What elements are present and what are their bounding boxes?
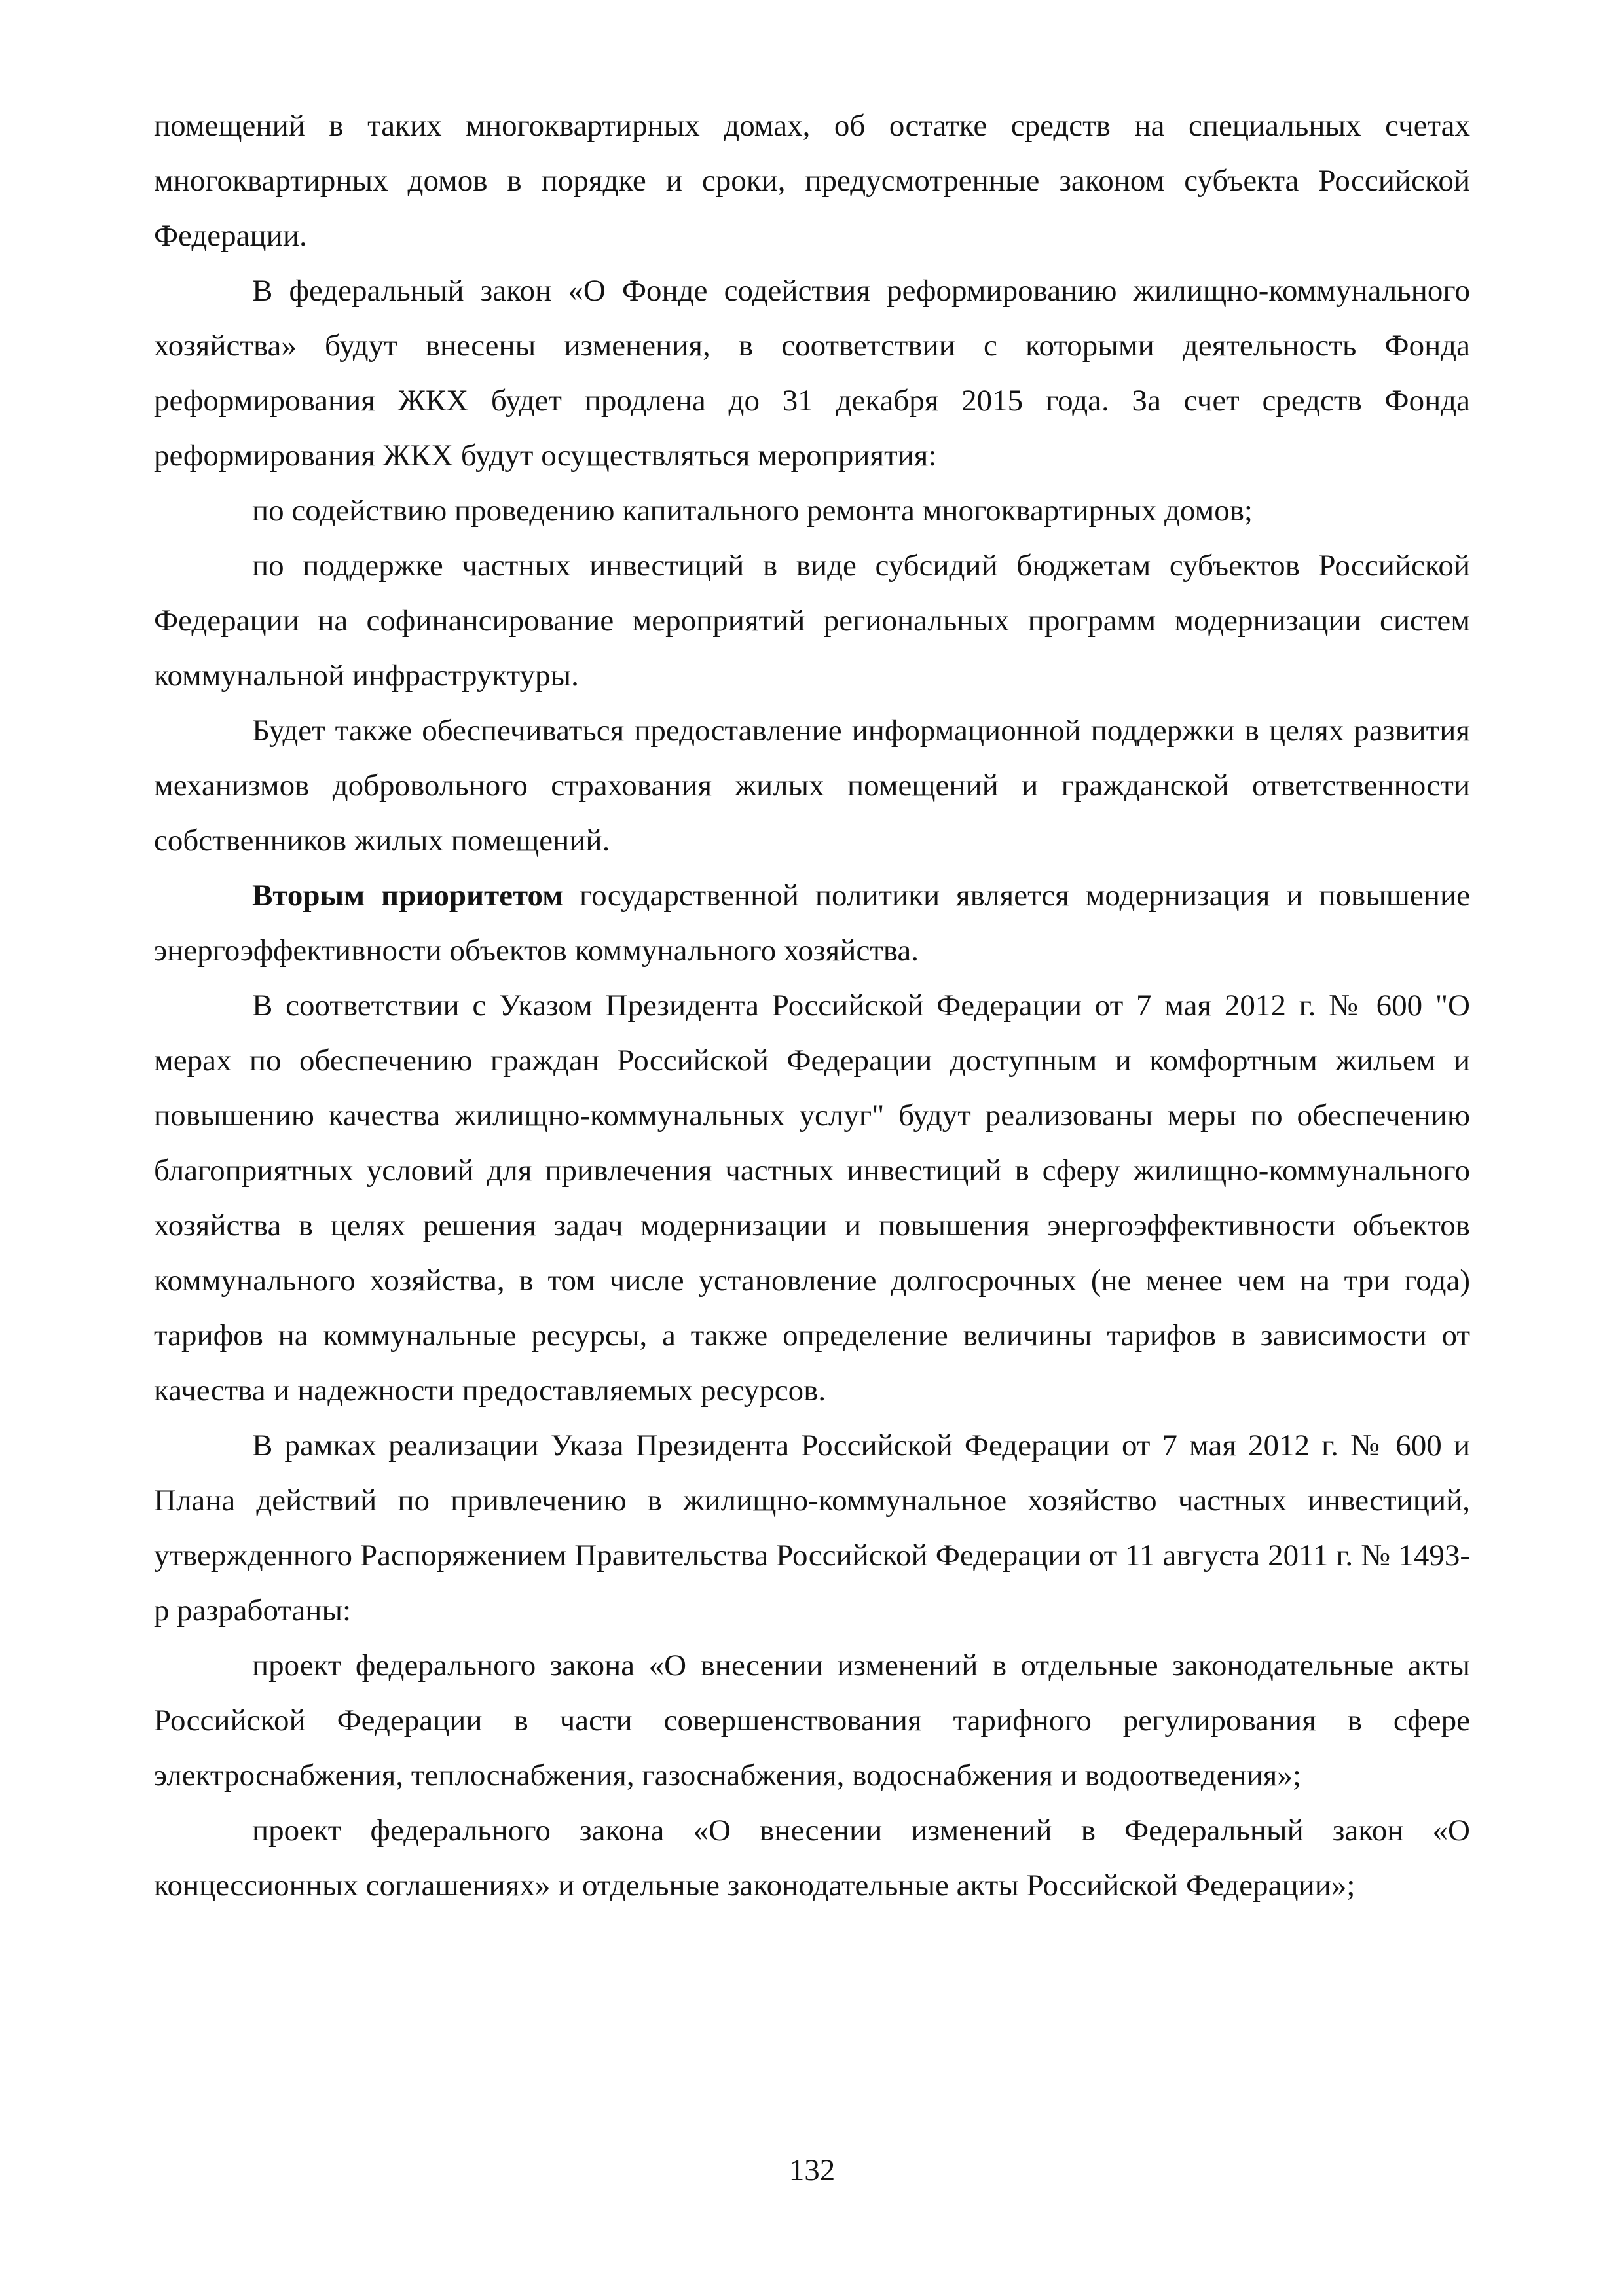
paragraph-5: Будет также обеспечиваться предоставление информационной поддержки в целях развития механизмов добровольного страхования жилых помещений и гражданской ответственности собственников жилых помещений. [154, 714, 1470, 858]
paragraph-8: В рамках реализации Указа Президента Российской Федерации от 7 мая 2012 г. № 600 и Плана действий по привлечению в жилищно-коммунальное хозяйство частных инвестиций, утвержденного Распоряжением Правительства Российской Федерации от 11 августа 2011 г. № 1493-р разработаны: [154, 1429, 1470, 1628]
bold-lead: Вторым приоритетом [252, 879, 564, 913]
paragraph-2: В федеральный закон «О Фонде содействия реформированию жилищно-коммунального хозяйства» будут внесены изменения, в соответствии с которыми деятельность Фонда реформирования ЖКХ будет продлена до 31 декабря 2015 года. За счет средств Фонда реформирования ЖКХ будут осуществляться мероприятия: [154, 274, 1470, 473]
paragraph-6-rest: государственной политики является модернизация и повышение энергоэффективности объектов коммунального хозяйства. [154, 879, 1471, 968]
paragraph-1: помещений в таких многоквартирных домах, об остатке средств на специальных счетах многоквартирных домов в порядке и сроки, предусмотренные законом субъекта Российской Федерации. [154, 109, 1470, 253]
body-text [154, 98, 1470, 1913]
page-number: 132 [788, 2153, 836, 2187]
paragraph-7: В соответствии с Указом Президента Российской Федерации от 7 мая 2012 г. № 600 "О мерах по обеспечению граждан Российской Федерации доступным и комфортным жильем и повышению качества жилищно-коммунальных услуг" будут реализованы меры по обеспечению благоприятных условий для привлечения частных инвестиций в сферу жилищно-коммунального хозяйства в целях решения задач модернизации и повышения энергоэффективности объектов коммунального хозяйства, в том числе установление долгосрочных (не менее чем на три года) тарифов на коммунальные ресурсы, а также определение величины тарифов в зависимости от качества и надежности предоставляемых ресурсов. [154, 989, 1470, 1408]
paragraph-3: по содействию проведению капитального ремонта многоквартирных домов; [252, 494, 1253, 528]
paragraph-10: проект федерального закона «О внесении изменений в Федеральный закон «О концессионных соглашениях» и отдельные законодательные акты Российской Федерации»; [154, 1813, 1470, 1903]
paragraph-4: по поддержке частных инвестиций в виде субсидий бюджетам субъектов Российской Федерации на софинансирование мероприятий региональных программ модернизации систем коммунальной инфраструктуры. [154, 549, 1470, 693]
paragraph-6 [154, 868, 1470, 978]
paragraph-9: проект федерального закона «О внесении изменений в отдельные законодательные акты Российской Федерации в части совершенствования тарифного регулирования в сфере электроснабжения, теплоснабжения, газоснабжения, водоснабжения и водоотведения»; [154, 1649, 1470, 1793]
